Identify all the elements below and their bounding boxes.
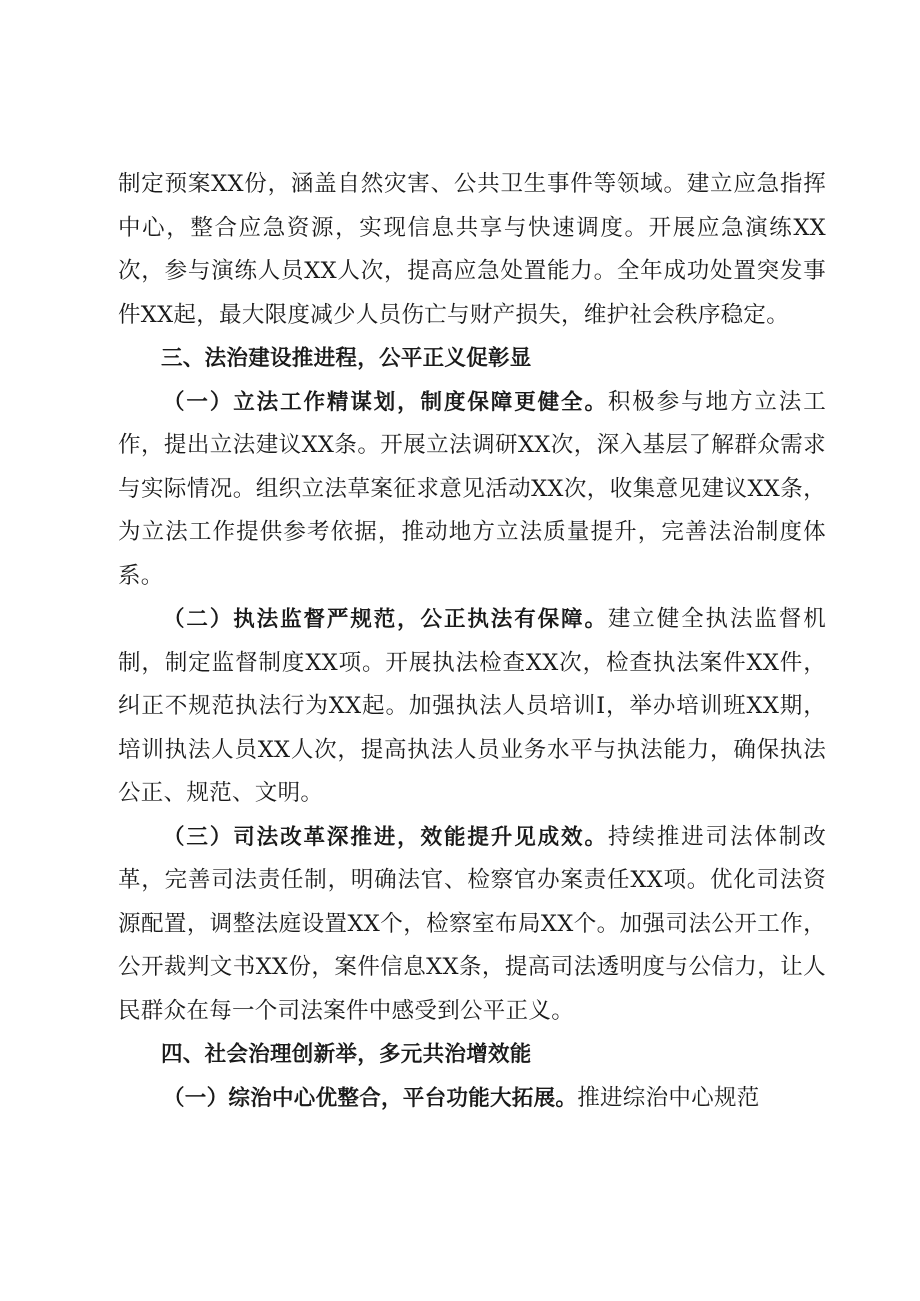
paragraph-text: 推进综治中心规范 <box>577 1084 760 1111</box>
paragraph-law-enforcement <box>118 598 826 816</box>
paragraph-text: 积极参与地方立法工作，提出立法建议XX条。开展立法调研XX次，深入基层了解群众需求与实际情况。组织立法草案征求意见活动XX次，收集意见建议XX条，为立法工作提供参考依据，推动地方立法质量提升，完善法治制度体系。 <box>118 388 827 589</box>
paragraph-legislation <box>118 381 826 599</box>
section-heading-social-governance: 四、社会治理创新举，多元共治增效能 <box>161 1042 532 1067</box>
paragraph-comprehensive-center <box>118 1077 826 1121</box>
paragraph-emergency-response <box>118 163 826 337</box>
paragraph-lead: （一）立法工作精谋划，制度保障更健全。 <box>163 389 608 415</box>
paragraph-lead: （一）综治中心优整合，平台功能大拓展。 <box>163 1085 578 1111</box>
paragraph-text: 持续推进司法体制改革，完善司法责任制，明确法官、检察官办案责任XX项。优化司法资源配置，调整法庭设置XX个，检察室布局XX个。加强司法公开工作，公开裁判文书XX份，案件信息XX条，提高司法透明度与公信力，让人民群众在每一个司法案件中感受到公平正义。 <box>118 823 827 1024</box>
paragraph-lead: （三）司法改革深推进，效能提升见成效。 <box>163 824 608 850</box>
paragraph-judicial-reform <box>118 816 826 1034</box>
paragraph-text: 制定预案XX份，涵盖自然灾害、公共卫生事件等领域。建立应急指挥中心，整合应急资源，实现信息共享与快速调度。开展应急演练XX次，参与演练人员XX人次，提高应急处置能力。全年成功处置突发事件XX起，最大限度减少人员伤亡与财产损失，维护社会秩序稳定。 <box>118 171 826 328</box>
paragraph-text: 建立健全执法监督机制，制定监督制度XX项。开展执法检查XX次，检查执法案件XX件，纠正不规范执法行为XX起。加强执法人员培训I，举办培训班XX期，培训执法人员XX人次，提高执法人员业务水平与执法能力，确保执法公正、规范、文明。 <box>118 606 827 806</box>
document-body <box>118 163 826 1120</box>
paragraph-lead: （二）执法监督严规范，公正执法有保障。 <box>163 607 608 632</box>
section-heading-rule-of-law: 三、法治建设推进程，公平正义促彰显 <box>161 346 532 371</box>
